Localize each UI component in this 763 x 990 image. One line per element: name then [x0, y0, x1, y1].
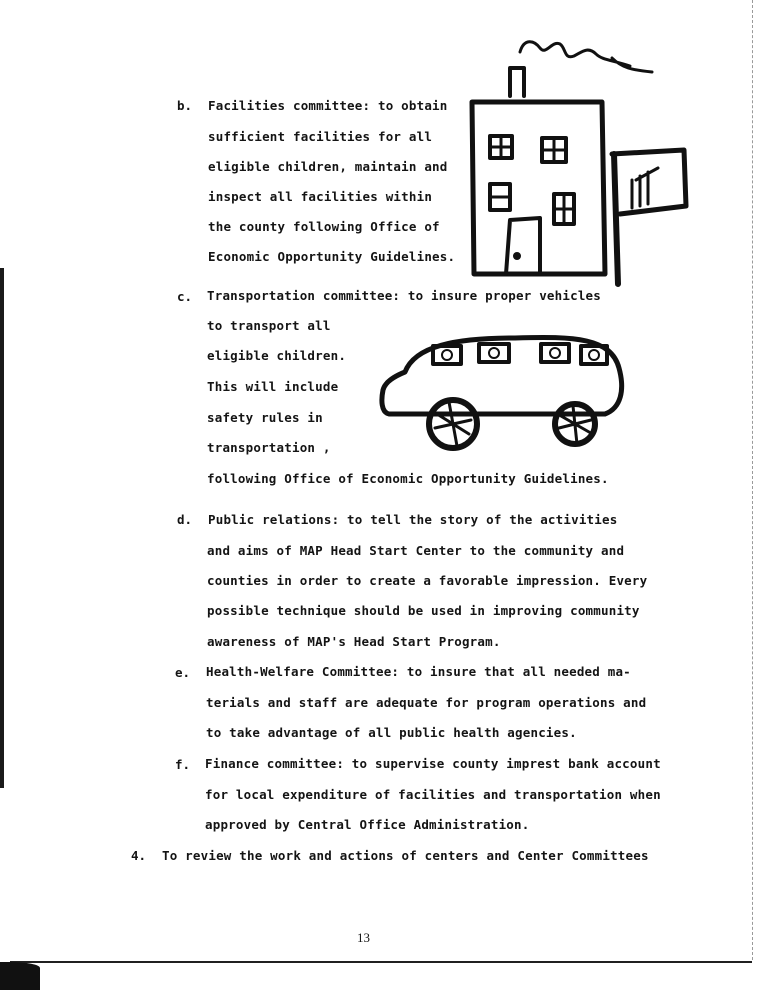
item-d-marker: d. [177, 512, 193, 527]
item-c-line: Transportation committee: to insure proper vehicles [207, 288, 602, 303]
page-border-right [752, 0, 754, 960]
bus-drawing [375, 328, 635, 458]
item-b-line: Facilities committee: to obtain [208, 98, 448, 113]
item-f-line: Finance committee: to supervise county imprest bank account [205, 756, 661, 771]
item-f-line: approved by Central Office Administration. [205, 817, 530, 832]
item-b-marker: b. [177, 98, 193, 113]
scan-left-edge [0, 268, 4, 788]
item-f-marker: f. [175, 757, 191, 772]
item-c-line: safety rules in [207, 410, 323, 425]
item-c-marker: c. [177, 289, 193, 304]
item-4-line: To review the work and actions of centers and Center Committees [162, 848, 649, 863]
building-drawing [462, 30, 692, 290]
item-b-line: inspect all facilities within [208, 189, 433, 204]
item-e-line: Health-Welfare Committee: to insure that all needed ma- [206, 664, 631, 679]
item-d-line: awareness of MAP's Head Start Program. [207, 634, 501, 649]
item-e-line: to take advantage of all public health agencies. [206, 725, 577, 740]
item-b-line: eligible children, maintain and [208, 159, 448, 174]
item-e-marker: e. [175, 665, 191, 680]
item-b-line: the county following Office of [208, 219, 440, 234]
item-c-line: to transport all [207, 318, 331, 333]
item-d-line: and aims of MAP Head Start Center to the community and [207, 543, 625, 558]
item-c-line: following Office of Economic Opportunity Guidelines. [207, 471, 609, 486]
item-b-line: Economic Opportunity Guidelines. [208, 249, 456, 264]
item-d-line: Public relations: to tell the story of the activities [208, 512, 618, 527]
page-number: 13 [357, 930, 370, 945]
item-d-line: possible technique should be used in improving community [207, 603, 640, 618]
scan-corner-mark [0, 962, 40, 990]
item-c-line: This will include [207, 379, 339, 394]
item-e-line: terials and staff are adequate for program operations and [206, 695, 647, 710]
item-c-line: eligible children. [207, 348, 347, 363]
item-c-line: transportation , [207, 440, 331, 455]
item-d-line: counties in order to create a favorable impression. Every [207, 573, 648, 588]
item-b-line: sufficient facilities for all [208, 129, 433, 144]
page-border-bottom [10, 961, 752, 963]
item-4-marker: 4. [131, 848, 147, 863]
item-f-line: for local expenditure of facilities and transportation when [205, 787, 661, 802]
